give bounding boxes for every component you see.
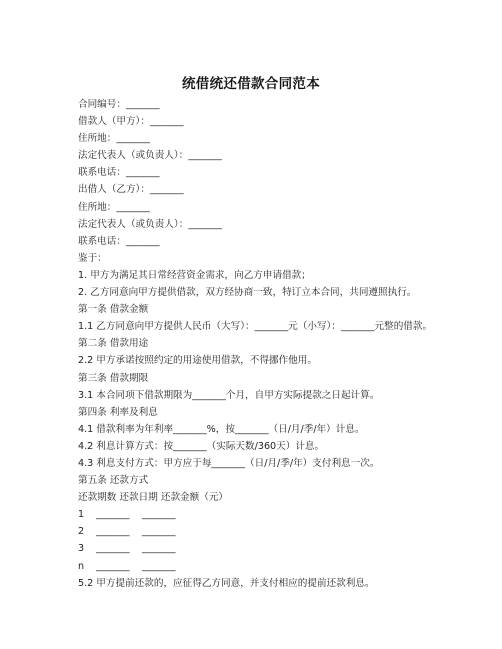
whereas-line: 鉴于：: [78, 252, 107, 264]
clause-1-1-line: 1.1 乙方同意向甲方提供人民币（大写）：_______元（小写）：_______元整的借款。: [78, 321, 433, 333]
schedule-period: 1: [78, 509, 85, 521]
article-3-heading: 第三条 借款期限: [78, 372, 149, 384]
document-body: [78, 96, 488, 592]
document-title: 统借统还借款合同范本: [182, 76, 320, 92]
lender-line: 出借人（乙方）：_______: [78, 184, 184, 196]
schedule-period: 2: [78, 526, 85, 538]
borrower-address-line: 住所地：_______: [78, 133, 150, 145]
schedule-row: [78, 523, 488, 540]
schedule-header-line: 还款期数 还款日期 还款金额（元）: [78, 492, 229, 504]
clause-4-2-line: 4.2 利息计算方式：按_______（实际天数/360天）计息。: [78, 440, 325, 452]
clause-5-2-line: 5.2 甲方提前还款的，应征得乙方同意，并支付相应的提前还款利息。: [78, 577, 375, 589]
schedule-date: _______: [96, 509, 130, 521]
schedule-amount: _______: [142, 543, 176, 555]
schedule-period: 3: [78, 543, 85, 555]
schedule-date: _______: [96, 526, 130, 538]
clause-4-1-line: 4.1 借款利率为年利率_______%，按_______（日/月/季/年）计息。: [78, 423, 365, 435]
recital-2-line: 2. 乙方同意向甲方提供借款，双方经协商一致，特订立本合同，共同遵照执行。: [78, 287, 417, 299]
schedule-date: _______: [96, 543, 130, 555]
schedule-amount: _______: [142, 509, 176, 521]
recital-1-line: 1. 甲方为满足其日常经营资金需求，向乙方申请借款；: [78, 269, 311, 281]
schedule-date: _______: [96, 560, 130, 572]
borrower-phone-line: 联系电话：_______: [78, 167, 160, 179]
article-4-heading: 第四条 利率及利息: [78, 406, 158, 418]
schedule-period: n: [78, 560, 85, 572]
borrower-representative-line: 法定代表人（或负责人）：_______: [78, 150, 222, 162]
clause-2-2-line: 2.2 甲方承诺按照约定的用途使用借款，不得挪作他用。: [78, 355, 317, 367]
lender-address-line: 住所地：_______: [78, 201, 150, 213]
borrower-line: 借款人（甲方）：_______: [78, 116, 184, 128]
clause-4-3-line: 4.3 利息支付方式：甲方应于每_______（日/月/季/年）支付利息一次。: [78, 457, 380, 469]
contract-number-line: 合同编号：_______: [78, 99, 160, 110]
lender-phone-line: 联系电话：_______: [78, 235, 160, 247]
schedule-amount: _______: [142, 560, 176, 572]
schedule-amount: _______: [142, 526, 176, 538]
article-5-heading: 第五条 还款方式: [78, 475, 149, 487]
schedule-row: [78, 540, 488, 557]
schedule-row: [78, 506, 488, 523]
clause-3-1-line: 3.1 本合同项下借款期限为_______个月，自甲方实际提款之日起计算。: [78, 389, 380, 401]
article-1-heading: 第一条 借款金额: [78, 304, 149, 316]
lender-representative-line: 法定代表人（或负责人）：_______: [78, 218, 222, 230]
article-2-heading: 第二条 借款用途: [78, 338, 149, 350]
schedule-row: [78, 558, 488, 575]
